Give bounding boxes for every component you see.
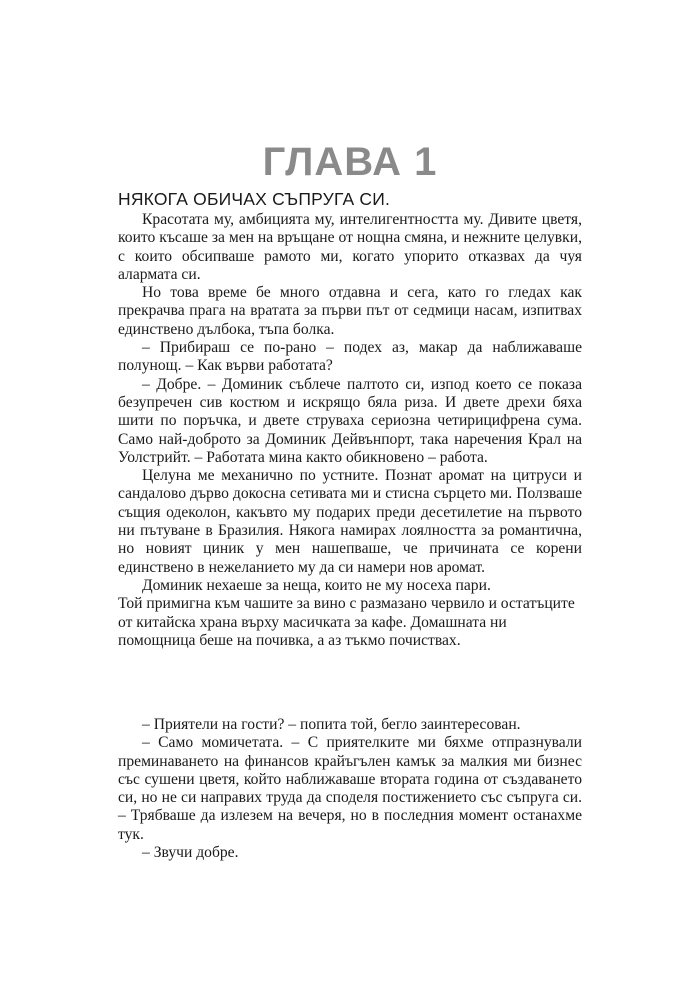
paragraph: – Звучи добре.	[142, 844, 239, 862]
paragraph: Красотата му, амбицията му, интелигентността му. Дивите цветя, които късаше за мен на връщане от нощна смяна, и нежните целувки, с които обсипваше рамото ми, когато упорито отказвах да чуя алармата си.	[118, 211, 582, 283]
chapter-opening-line: НЯКОГА ОБИЧАХ СЪПРУГА СИ.	[118, 189, 391, 209]
paragraph: Целуна ме механично по устните. Познат аромат на цитруси и сандалово дърво докосна сетивата ми и стисна сърцето ми. Ползваше същия одеколон, какъвто му подарих преди десетилетие на първото ни пътуване в Бразилия. Някога намирах лоялността за романтична, но новият циник у мен нашепваше, че причината се корени единствено в нежеланието му да си намери нов аромат.	[118, 467, 582, 576]
paragraph: – Приятели на гости? – попита той, бегло заинтересован.	[142, 716, 521, 733]
paragraph: – Само момичетата. – С приятелките ми бяхме отпразнували преминаването на финансов крайъгълен камък за малкия ми бизнес със сушени цветя, който наближаваше втората година от създаването си, но не си направих труда да споделя постижението със съпруга си. – Трябваше да излезем на вечеря, но в последния момент останахме тук.	[118, 734, 582, 843]
paragraph: Той примигна към чашите за вино с размазано червило и остатъците от китайска храна върху масичката за кафе. Домашната ни помощница беше на почивка, а аз тъкмо почиствах.	[118, 595, 575, 649]
chapter-title: ГЛАВА 1	[262, 140, 438, 184]
paragraph: Доминик нехаеше за неща, които не му носеха пари.	[142, 576, 491, 594]
paragraph: Но това време бе много отдавна и сега, като го гледах как прекрачва прага на вратата за първи път от седмици насам, изпитвах единствено дълбока, тъпа болка.	[118, 284, 582, 338]
body-text-bottom	[118, 716, 582, 862]
paragraph: – Прибираш се по-рано – подех аз, макар да наближаваше полунощ. – Как върви работата?	[118, 339, 582, 375]
paragraph: – Добре. – Доминик съблече палтото си, изпод което се показа безупречен сив костюм и искрящо бяла риза. И двете дрехи бяха шити по поръчка, и двете струваха сериозна четирицифрена сума. Само най-доброто за Доминик Дейвънпорт, така наречения Крал на Уолстрийт. – Работата мина както обикновено – работа.	[118, 375, 582, 466]
body-text-top	[118, 211, 582, 650]
